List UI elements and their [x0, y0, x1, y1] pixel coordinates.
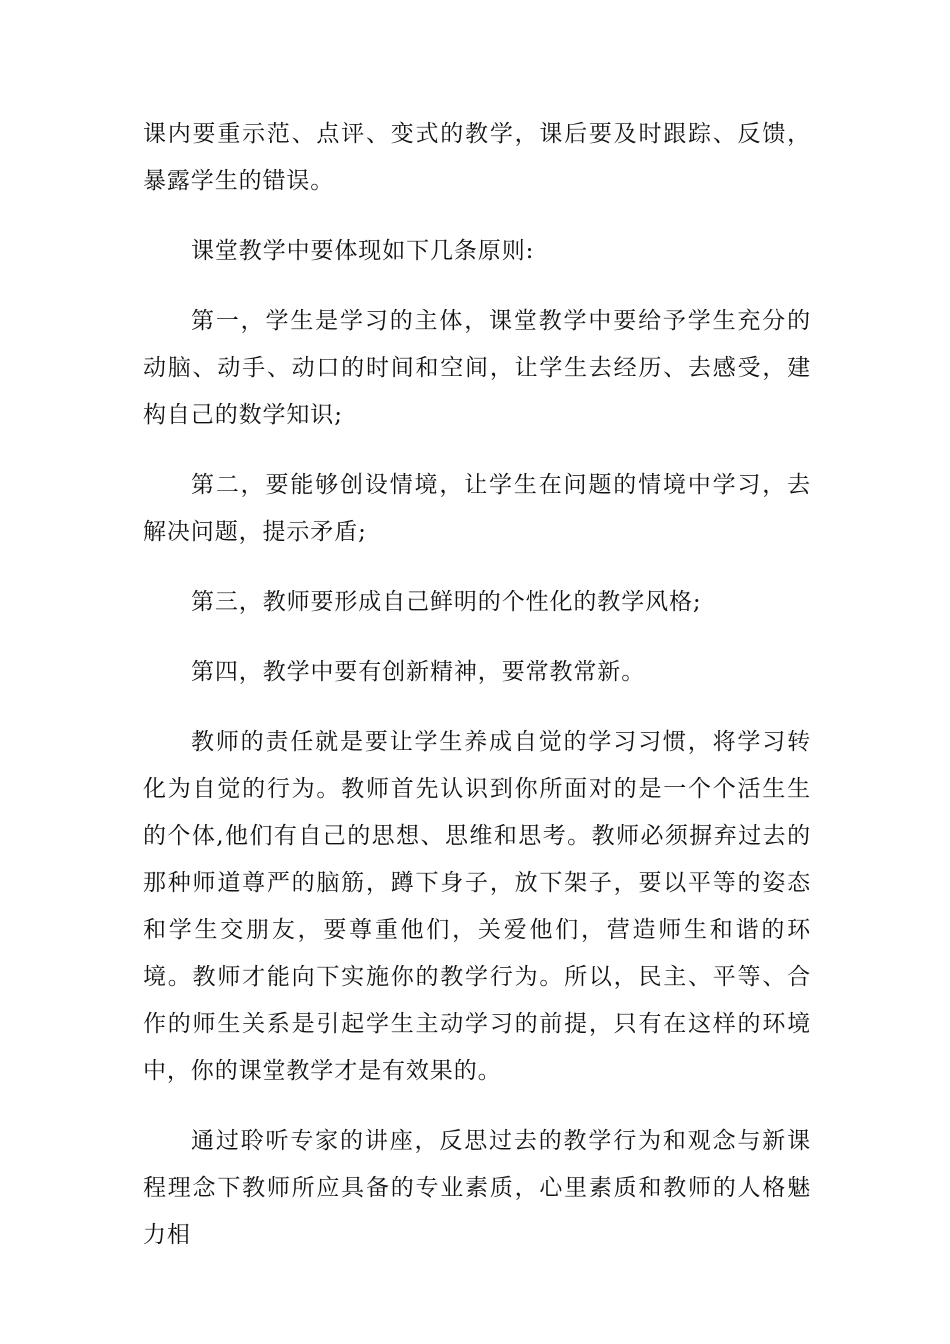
- paragraph-6: 第四，教学中要有创新精神，要常教常新。: [191, 659, 646, 685]
- paragraph-5: 第三，教师要形成自己鲜明的个性化的教学风格;: [191, 589, 702, 615]
- document-body: [143, 111, 811, 1282]
- paragraph-3: 第一，学生是学习的主体，课堂教学中要给予学生充分的动脑、动手、动口的时间和空间，让学生去经历、去感受，建构自己的数学知识;: [143, 308, 811, 428]
- paragraph-4: 第二，要能够创设情境，让学生在问题的情境中学习，去解决问题，提示矛盾;: [143, 472, 811, 545]
- paragraph-1: 课内要重示范、点评、变式的教学，课后要及时跟踪、反馈，暴露学生的错误。: [143, 121, 811, 194]
- paragraph-8: 通过聆听专家的讲座，反思过去的教学行为和观念与新课程理念下教师所应具备的专业素质，心里素质和教师的人格魅力相: [143, 1128, 811, 1248]
- paragraph-2: 课堂教学中要体现如下几条原则:: [191, 238, 535, 264]
- paragraph-7: 教师的责任就是要让学生养成自觉的学习习惯，将学习转化为自觉的行为。教师首先认识到你所面对的是一个个活生生的个体,他们有自己的思想、思维和思考。教师必须摒弃过去的那种师道尊严的脑筋，蹲下身子，放下架子，要以平等的姿态和学生交朋友，要尊重他们，关爱他们，营造师生和谐的环境。教师才能向下实施你的教学行为。所以，民主、平等、合作的师生关系是引起学生主动学习的前提，只有在这样的环境中，你的课堂教学才是有效果的。: [143, 729, 811, 1084]
